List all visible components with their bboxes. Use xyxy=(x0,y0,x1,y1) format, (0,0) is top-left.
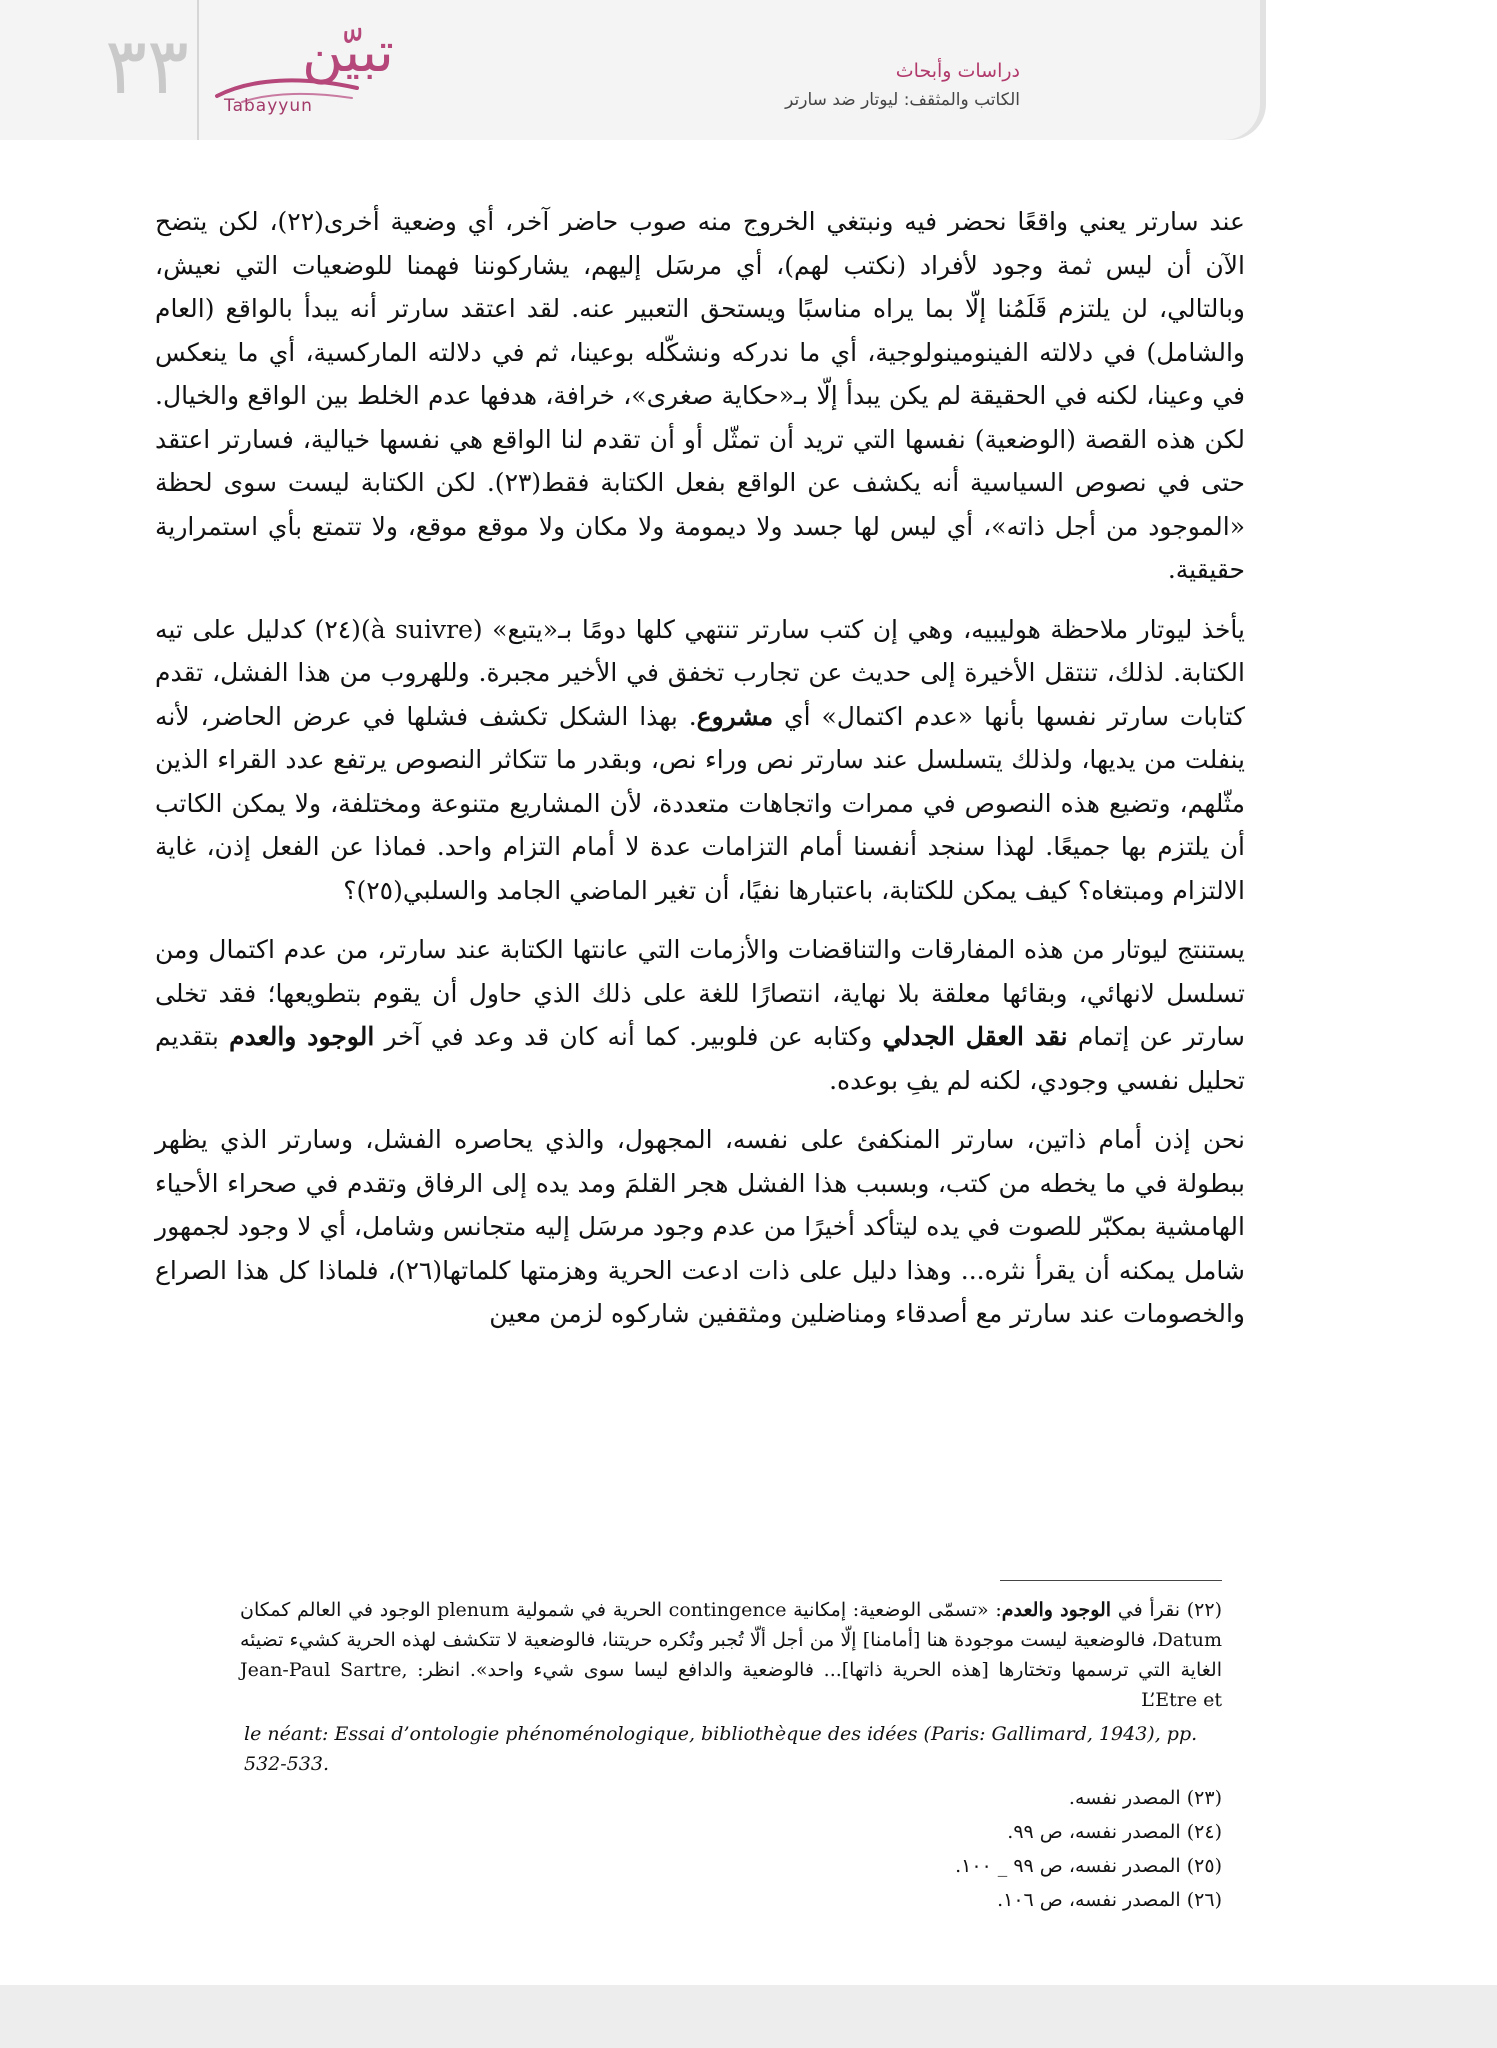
footnote-25: (٢٥) المصدر نفسه، ص ٩٩ _ ١٠٠. xyxy=(955,1855,1222,1877)
section-title: دراسات وأبحاث xyxy=(895,60,1020,82)
paragraph-3-bold-b: الوجود والعدم xyxy=(229,1022,375,1051)
paragraph-2 xyxy=(155,608,1245,913)
footnote-22 xyxy=(240,1595,1222,1715)
page-number: ٣٣ xyxy=(105,22,189,112)
tabayyun-logo xyxy=(212,18,402,128)
footnote-22-latin: le néant: Essai d’ontologie phénoménologique, bibliothèque des idées (Paris: Gallimard, 1943), pp. 532-533. xyxy=(244,1723,1198,1775)
paragraph-2-bold: مشروع xyxy=(696,701,774,731)
header-band xyxy=(0,0,1260,140)
footer-band xyxy=(0,1985,1497,2048)
paragraph-3-bold-a: نقد العقل الجدلي xyxy=(882,1022,1068,1051)
footnotes xyxy=(240,1595,1222,1919)
paragraph-4: نحن إذن أمام ذاتين، سارتر المنكفئ على نفسه، المجهول، والذي يحاصره الفشل، وسارتر الذي يظهر ببطولة في ما يخطه من كتب، وبسبب هذا الفشل هجر القلمَ ومد يده إلى الرفاق وتقدم في صحراء الأحياء الهامشية بمكبّر للصوت في يده ليتأكد أخيرًا من عدم وجود مرسَل إليه متجانس وشامل، أي لا وجود لجمهور شامل يمكنه أن يقرأ نثره... وهذا دليل على ذات ادعت الحرية وهزمتها كلماتها(٢٦)، فلماذا كل هذا الصراع والخصومات عند سارتر مع أصدقاء ومناضلين ومثقفين شاركوه لزمن معين xyxy=(155,1125,1245,1328)
paragraph-3-text-a: يستنتج ليوتار من هذه المفارقات والتناقضات والأزمات التي عانتها الكتابة عند سارتر، من عدم اكتمال ومن تسلسل لانهائي، وبقائها معلقة بلا نهاية، انتصارًا للغة على ذلك الذي حاول أن يقوم بتطويعها؛ فقد تخلى سارتر عن إتمام xyxy=(155,935,1245,1051)
paragraph-1: عند سارتر يعني واقعًا نحضر فيه ونبتغي الخروج منه صوب حاضر آخر، أي وضعية أخرى(٢٢)، لكن يتضح الآن أن ليس ثمة وجود لأفراد (نكتب لهم)، أي مرسَل إليهم، يشاركوننا فهمنا للوضعيات التي نعيش، وبالتالي، لن يلتزم قَلَمُنا إلّا بما يراه مناسبًا ويستحق التعبير عنه. لقد اعتقد سارتر أنه يبدأ بالواقع (العام والشامل) في دلالته الفينومينولوجية، أي ما ندركه ونشكّله بوعينا، ثم في دلالته الماركسية، أي ما ينعكس في وعينا، لكنه في الحقيقة لم يكن يبدأ إلّا بـ«حكاية صغرى»، خرافة، هدفها عدم الخلط بين الواقع والخيال. لكن هذه القصة (الوضعية) نفسها التي تريد أن تمثّل أو أن تقدم لنا الواقع هي نفسها خيالية، فسارتر اعتقد حتى في نصوص السياسية أنه يكشف عن الواقع بفعل الكتابة فقط(٢٣). لكن الكتابة ليست سوى لحظة «الموجود من أجل ذاته»، أي ليس لها جسد ولا ديمومة ولا مكان ولا موقع موقع، ولا تتمتع بأي استمرارية حقيقية. xyxy=(155,207,1245,584)
logo-latin-text: Tabayyun xyxy=(224,96,313,116)
footnote-rule xyxy=(1000,1580,1222,1581)
paragraph-2-text-b: . بهذا الشكل تكشف فشلها في عرض الحاضر، لأنه ينفلت من يديها، ولذلك يتسلسل عند سارتر نص وراء نص، وبقدر ما تتكاثر النصوص يرتفع عدد القراء الذين مثّلهم، وتضيع هذه النصوص في ممرات واتجاهات متعددة، لأن المشاريع متنوعة ومختلفة، ولا يمكن الكاتب أن يلتزم بها جميعًا. لهذا سنجد أنفسنا أمام التزامات عدة لا أمام التزام واحد. فماذا عن الفعل إذن، غاية الالتزام ومبتغاه؟ كيف يمكن للكتابة، باعتبارها نفيًا، أن تغير الماضي الجامد والسلبي(٢٥)؟ xyxy=(155,701,1245,905)
paragraph-3-text-c: بتقديم تحليل نفسي وجودي، لكنه لم يفِ بوعده. xyxy=(155,1022,1245,1095)
header-divider xyxy=(197,0,199,140)
paragraph-2-text-a: يأخذ ليوتار ملاحظة هوليبيه، وهي إن كتب سارتر تنتهي كلها دومًا بـ«يتبع» (à suivre)(٢٤) كدليل على تيه الكتابة. لذلك، تنتقل الأخيرة إلى حديث عن تجارب تخفق في الأخير مجبرة. وللهروب من هذا الفشل، تقدم كتابات سارتر نفسها بأنها «عدم اكتمال» أي xyxy=(155,614,1245,731)
footnote-24: (٢٤) المصدر نفسه، ص ٩٩. xyxy=(1007,1821,1222,1843)
footnote-22-text-b: : «تسمّى الوضعية: إمكانية contingence الحرية في شمولية plenum الوجود في العالم كمكان Datum، فالوضعية ليست موجودة هنا [أمامنا] إلّا من أجل ألّا تُجبر وتُكره حريتنا، فالوضعية لا تتكشف لهذه الحرية كشيء تضيئه الغاية التي ترسمها وتختارها [هذه الحرية ذاتها]... فالوضعية والدافع ليسا سوى شيء واحد». انظر: Jean-Paul Sartre, L’Etre et xyxy=(240,1599,1222,1711)
logo-arabic-text: تبيّن xyxy=(301,20,394,85)
article-title: الكاتب والمثقف: ليوتار ضد سارتر xyxy=(785,90,1020,110)
footnote-22-text-a: (٢٢) نقرأ في xyxy=(1111,1599,1222,1621)
paragraph-3 xyxy=(155,928,1245,1102)
footnote-22-bold: الوجود والعدم xyxy=(1001,1599,1112,1621)
footnote-26: (٢٦) المصدر نفسه، ص ١٠٦. xyxy=(997,1889,1222,1911)
paragraph-3-text-b: وكتابه عن فلوبير. كما أنه كان قد وعد في آخر xyxy=(374,1022,883,1051)
footnote-23: (٢٣) المصدر نفسه. xyxy=(1068,1787,1222,1809)
article-body xyxy=(155,200,1245,1352)
